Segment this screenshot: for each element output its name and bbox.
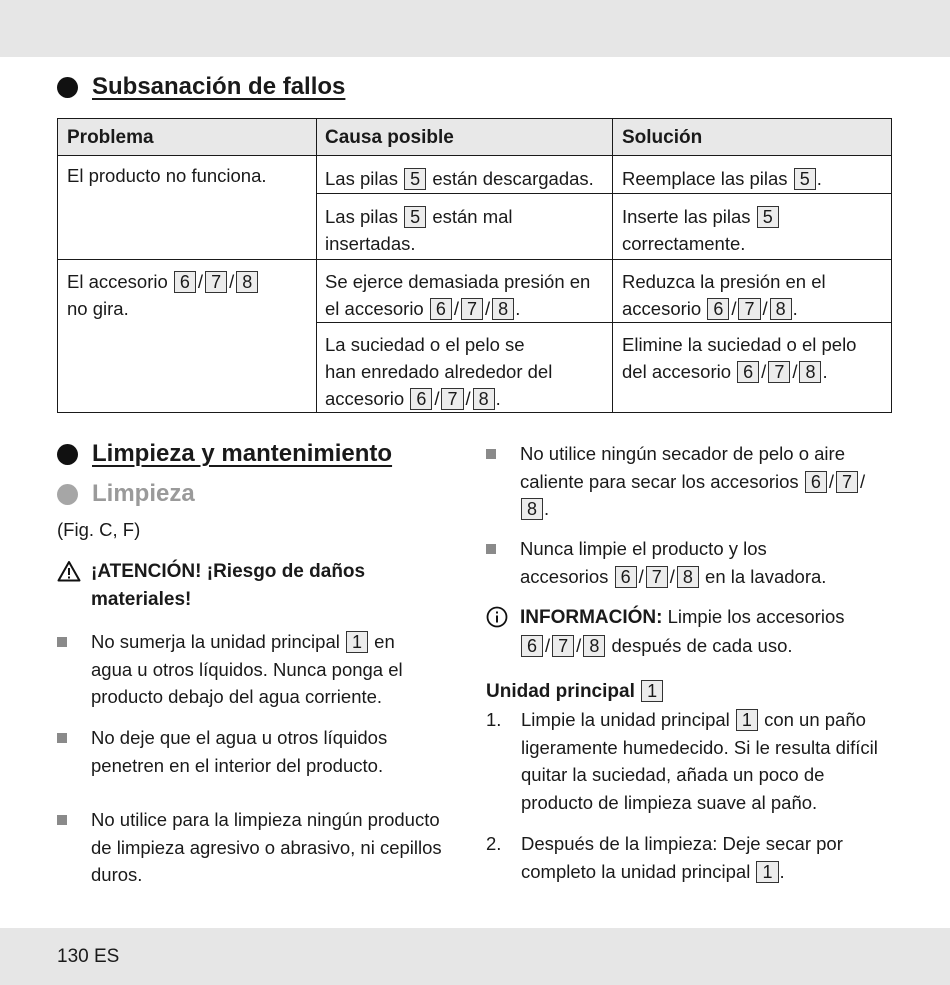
warning-triangle-icon	[57, 560, 83, 614]
bullet-square-icon	[57, 637, 67, 647]
table-cell-solution-2a: Reduzca la presión en el accesorio 6 / 7 / 8 .	[622, 271, 826, 319]
ref-box: 6	[410, 388, 432, 410]
info-notice: INFORMACIÓN: Limpie los accesorios 6 / 7 / 8 después de cada uso.	[486, 603, 844, 660]
ref-box: 8	[583, 635, 605, 657]
bullet-square-icon	[486, 544, 496, 554]
list-item: No utilice para la limpieza ningún producto de limpieza agresivo o abrasivo, ni cepillos duros.	[57, 806, 467, 889]
table-cell-cause-2a: Se ejerce demasiada presión en el accesorio 6 / 7 / 8 .	[325, 271, 591, 319]
ref-box: 6	[805, 471, 827, 493]
info-icon	[486, 606, 510, 660]
table-header-cause: Causa posible	[316, 119, 613, 156]
table-header-solution: Solución	[613, 119, 891, 156]
table-divider	[316, 322, 891, 323]
warning-notice: ¡ATENCIÓN! ¡Riesgo de daños materiales!	[57, 558, 365, 614]
cleaning-subheading: Limpieza	[57, 480, 195, 508]
ref-box: 5	[757, 206, 779, 228]
ref-box: 1	[736, 709, 758, 731]
list-item: 2. Después de la limpieza: Deje secar por completo la unidad principal 1 .	[486, 833, 843, 882]
table-header-problem: Problema	[58, 119, 316, 156]
troubleshooting-title: Subsanación de fallos	[92, 73, 346, 100]
ref-box: 6	[707, 298, 729, 320]
ref-box: 6	[174, 271, 196, 293]
ref-box: 1	[346, 631, 368, 653]
ref-box: 6	[521, 635, 543, 657]
ref-box: 1	[641, 680, 663, 702]
ref-box: 8	[677, 566, 699, 588]
ref-box: 7	[836, 471, 858, 493]
cleaning-maintenance-title: Limpieza y mantenimiento	[92, 440, 393, 467]
bullet-square-icon	[57, 733, 67, 743]
ref-box: 7	[552, 635, 574, 657]
bullet-square-icon	[486, 449, 496, 459]
ref-box: 8	[521, 498, 543, 520]
table-divider	[316, 193, 891, 194]
ref-box: 7	[768, 361, 790, 383]
ref-box: 6	[737, 361, 759, 383]
ref-box: 7	[441, 388, 463, 410]
ref-box: 5	[404, 206, 426, 228]
table-cell-cause-1a: Las pilas 5 están descargadas.	[325, 168, 594, 189]
ref-box: 5	[794, 168, 816, 190]
top-band	[0, 0, 950, 57]
table-cell-problem-2: El accesorio 6 / 7 / 8 no gira.	[58, 262, 316, 322]
list-item: No sumerja la unidad principal 1 en agua u otros líquidos. Nunca ponga el producto debajo del agua corriente.	[57, 628, 457, 711]
ref-box: 8	[799, 361, 821, 383]
list-item: No deje que el agua u otros líquidos penetren en el interior del producto.	[57, 724, 457, 779]
ref-box: 6	[615, 566, 637, 588]
ref-box: 7	[205, 271, 227, 293]
table-cell-solution-1b: Inserte las pilas 5 correctamente.	[613, 197, 891, 257]
bullet-dot-icon	[57, 444, 78, 465]
cleaning-maintenance-heading	[57, 440, 392, 468]
table-cell-problem-1: El producto no funciona.	[67, 165, 267, 186]
list-item: 1. Limpie la unidad principal 1 con un paño ligeramente humedecido. Si le resulta difícil quitar la suciedad, añada un poco de producto de limpieza suave al paño.	[486, 709, 878, 813]
ref-box: 7	[738, 298, 760, 320]
table-cell-solution-1a: Reemplace las pilas 5 .	[622, 168, 822, 189]
list-item: Nunca limpie el producto y los accesorios 6 / 7 / 8 en la lavadora.	[486, 535, 896, 590]
ref-box: 8	[473, 388, 495, 410]
ref-box: 8	[770, 298, 792, 320]
footer-band	[0, 928, 950, 985]
troubleshooting-table	[57, 118, 892, 413]
figure-reference: (Fig. C, F)	[57, 519, 141, 540]
main-unit-heading: Unidad principal 1	[486, 680, 664, 703]
ref-box: 1	[756, 861, 778, 883]
ref-box: 6	[430, 298, 452, 320]
table-cell-solution-2b: Elimine la suciedad o el pelo del accesorio 6 / 7 / 8 .	[622, 334, 857, 382]
ref-box: 5	[404, 168, 426, 190]
table-divider	[58, 259, 891, 260]
ref-box: 7	[461, 298, 483, 320]
ref-box: 8	[492, 298, 514, 320]
troubleshooting-heading	[57, 73, 345, 101]
ref-box: 7	[646, 566, 668, 588]
table-cell-cause-1b: Las pilas 5 están mal insertadas.	[325, 206, 513, 254]
list-item: No utilice ningún secador de pelo o aire caliente para secar los accesorios 6 / 7 / 8 .	[486, 440, 896, 523]
page-number: 130 ES	[57, 946, 120, 967]
ref-box: 8	[236, 271, 258, 293]
table-cell-cause-2b: La suciedad o el pelo se han enredado alrededor del accesorio 6 / 7 / 8 .	[325, 334, 553, 409]
bullet-dot-icon	[57, 484, 78, 505]
bullet-square-icon	[57, 815, 67, 825]
bullet-dot-icon	[57, 77, 78, 98]
